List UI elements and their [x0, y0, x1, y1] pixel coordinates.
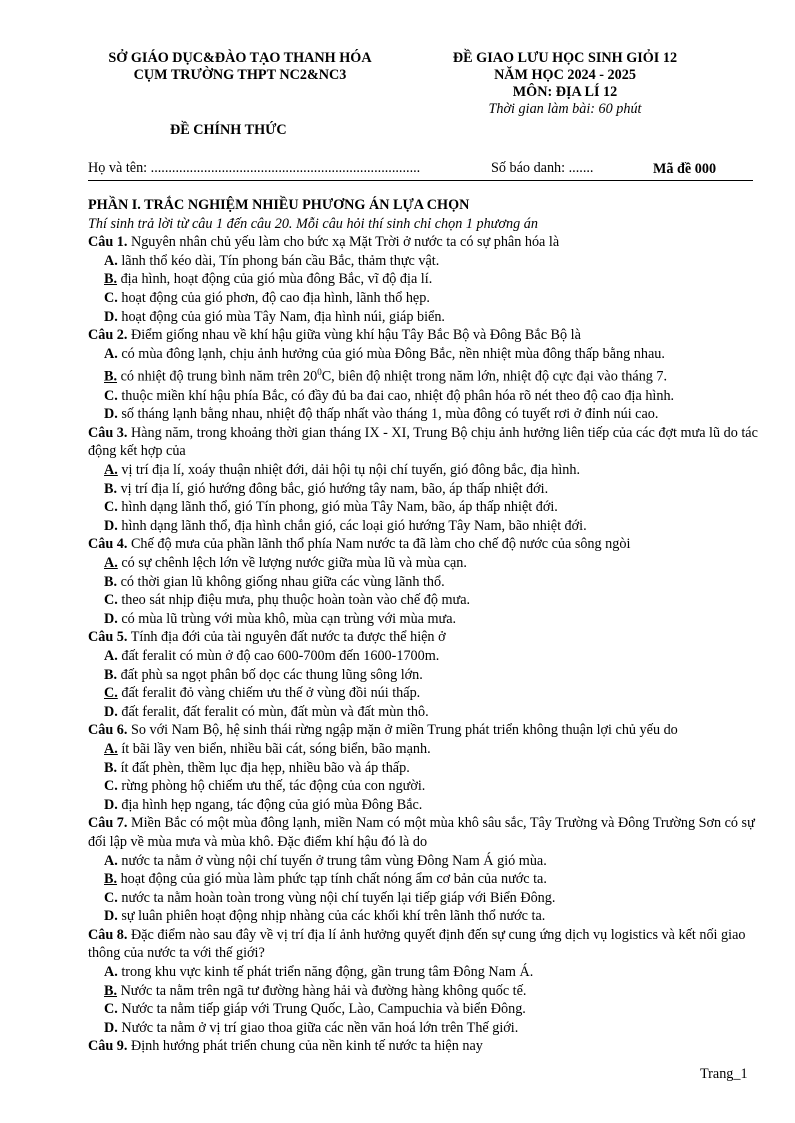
question-7 — [88, 814, 758, 851]
option-4 — [88, 796, 758, 815]
option-letter: D. — [104, 517, 118, 534]
option-3 — [88, 498, 758, 517]
question-3 — [88, 424, 758, 461]
question-number: Câu 1. — [88, 234, 128, 251]
option-3 — [88, 591, 758, 610]
option-3 — [88, 684, 758, 703]
question-text: Tính địa đới của tài nguyên đất nước ta được thể hiện ở — [130, 629, 446, 646]
option-4 — [88, 308, 758, 327]
option-letter: D. — [104, 796, 118, 813]
option-letter: B. — [104, 271, 118, 288]
school-year: NĂM HỌC 2024 - 2025 — [494, 67, 636, 83]
option-1 — [88, 252, 758, 271]
option-letter: C. — [104, 685, 118, 702]
option-text: ít bãi lầy ven biển, nhiều bãi cát, sóng biển, bão mạnh. — [121, 740, 431, 757]
option-text: đất feralit đỏ vàng chiếm ưu thế ở vùng đồi núi thấp. — [121, 685, 421, 702]
option-text: Nước ta nằm trên ngã tư đường hàng hải và đường hàng không quốc tế. — [120, 982, 527, 999]
option-text: số tháng lạnh bằng nhau, nhiệt độ thấp nhất vào tháng 1, mùa đông có tuyết rơi ở đỉnh núi cao. — [121, 406, 659, 423]
school-cluster-name: CỤM TRƯỜNG THPT NC2&NC3 — [133, 67, 347, 83]
option-text: có nhiệt độ trung bình năm trên 20 — [120, 369, 318, 386]
option-text: đất phù sa ngọt phân bố dọc các thung lũng sông lớn. — [120, 666, 423, 683]
option-letter: A. — [104, 964, 118, 981]
question-number: Câu 4. — [88, 536, 128, 553]
question-text: So với Nam Bộ, hệ sinh thái rừng ngập mặn ở miền Trung phát triển không thuận lợi chủ yếu do — [130, 722, 678, 739]
option-text: vị trí địa lí, gió hướng đông bắc, gió hướng tây nam, bão, áp thấp nhiệt đới. — [120, 480, 549, 497]
option-4 — [88, 517, 758, 536]
question-text: Đặc điểm nào sau đây về vị trí địa lí ảnh hưởng quyết định đến sự cung ứng dịch vụ logistics và kết nối giao thông của nước ta với thế giới? — [88, 926, 746, 962]
option-text: có mùa lũ trùng với mùa khô, mùa cạn trùng với mùa mưa. — [121, 610, 457, 627]
option-3 — [88, 777, 758, 796]
option-letter: D. — [104, 308, 118, 325]
option-2 — [88, 870, 758, 889]
option-letter: C. — [104, 387, 118, 404]
question-2 — [88, 326, 758, 345]
option-2 — [88, 759, 758, 778]
student-name-field: Họ và tên: ............................................................................ — [88, 160, 421, 176]
option-letter: A. — [104, 740, 118, 757]
option-letter: D. — [104, 908, 118, 925]
option-letter: C. — [104, 499, 118, 516]
option-letter: C. — [104, 1001, 118, 1018]
option-2 — [88, 666, 758, 685]
option-text: hoạt động của gió phơn, độ cao địa hình, lãnh thổ hẹp. — [121, 289, 430, 306]
issuer-header — [85, 50, 395, 84]
option-letter: D. — [104, 703, 118, 720]
option-letter: D. — [104, 1019, 118, 1036]
option-text: đất feralit có mùn ở độ cao 600-700m đến 1600-1700m. — [121, 647, 440, 664]
question-text: Miền Bắc có một mùa đông lạnh, miền Nam có một mùa khô sâu sắc, Tây Trường và Đông Trường Sơn có sự đối lập về mùa mưa và mùa khô. Đặc điểm khí hậu đó là do — [88, 815, 755, 850]
option-2 — [88, 363, 758, 386]
question-text: Định hướng phát triển chung của nền kinh tế nước ta hiện nay — [130, 1038, 483, 1055]
option-letter: C. — [104, 289, 118, 306]
option-letter: D. — [104, 406, 118, 423]
candidate-number-field: Số báo danh: ....... — [491, 160, 594, 176]
option-3 — [88, 289, 758, 308]
question-list — [88, 233, 758, 1056]
exam-code: Mã đề 000 — [653, 161, 717, 177]
exam-header — [420, 50, 710, 118]
degree-superscript: 0 — [317, 367, 322, 378]
option-4 — [88, 610, 758, 629]
option-1 — [88, 461, 758, 480]
question-number: Câu 5. — [88, 629, 128, 646]
option-letter: A. — [104, 252, 118, 269]
question-5 — [88, 628, 758, 647]
option-text: hoạt động của gió mùa Tây Nam, địa hình núi, giáp biển. — [121, 308, 445, 325]
option-letter: B. — [104, 573, 118, 590]
department-name: SỞ GIÁO DỤC&ĐÀO TẠO THANH HÓA — [108, 50, 372, 66]
option-text: địa hình, hoạt động của gió mùa đông Bắc, vĩ độ địa lí. — [120, 271, 433, 288]
option-letter: B. — [104, 871, 118, 888]
option-3 — [88, 889, 758, 908]
option-letter: A. — [104, 462, 118, 479]
option-1 — [88, 852, 758, 871]
option-text: theo sát nhịp điệu mưa, phụ thuộc hoàn toàn vào chế độ mưa. — [121, 592, 471, 609]
question-4 — [88, 535, 758, 554]
question-number: Câu 6. — [88, 722, 128, 739]
option-text: lãnh thổ kéo dài, Tín phong bán cầu Bắc, thảm thực vật. — [121, 252, 440, 269]
option-text: Nước ta nằm tiếp giáp với Trung Quốc, Lào, Campuchia và biển Đông. — [121, 1001, 526, 1018]
option-1 — [88, 647, 758, 666]
question-text: Nguyên nhân chủ yếu làm cho bức xạ Mặt Trời ở nước ta có sự phân hóa là — [130, 234, 560, 251]
option-text: ít đất phèn, thềm lục địa hẹp, nhiều bão và áp thấp. — [120, 759, 410, 776]
option-letter: C. — [104, 889, 118, 906]
question-number: Câu 9. — [88, 1038, 128, 1055]
option-text: có sự chênh lệch lớn về lượng nước giữa mùa lũ và mùa cạn. — [121, 555, 467, 572]
option-1 — [88, 740, 758, 759]
question-text: Điểm giống nhau về khí hậu giữa vùng khí hậu Tây Bắc Bộ và Đông Bắc Bộ là — [130, 327, 581, 344]
option-text: trong khu vực kinh tế phát triển năng động, gần trung tâm Đông Nam Á. — [121, 964, 534, 981]
option-letter: A. — [104, 345, 118, 362]
option-text: có thời gian lũ không giống nhau giữa các vùng lãnh thổ. — [120, 573, 445, 590]
option-letter: C. — [104, 778, 118, 795]
option-2 — [88, 270, 758, 289]
exam-content — [88, 196, 758, 1056]
option-2 — [88, 480, 758, 499]
subject: MÔN: ĐỊA LÍ 12 — [512, 84, 618, 100]
option-2 — [88, 573, 758, 592]
option-text: thuộc miền khí hậu phía Bắc, có đầy đủ ba đai cao, nhiệt độ phân hóa rõ nét theo độ cao địa hình. — [121, 387, 675, 404]
option-4 — [88, 907, 758, 926]
option-letter: D. — [104, 610, 118, 627]
exam-title: ĐỀ GIAO LƯU HỌC SINH GIỎI 12 — [452, 50, 678, 66]
question-8 — [88, 926, 758, 963]
student-info-line — [88, 158, 753, 181]
question-text: Hàng năm, trong khoảng thời gian tháng IX - XI, Trung Bộ chịu ảnh hưởng liên tiếp của các đợt mưa lũ do tác động kết hợp của — [88, 424, 758, 460]
option-text: vị trí địa lí, xoáy thuận nhiệt đới, dải hội tụ nội chí tuyến, gió đông bắc, địa hình. — [121, 462, 581, 479]
section-title: PHẦN I. TRẮC NGHIỆM NHIỀU PHƯƠNG ÁN LỰA CHỌN — [88, 197, 470, 213]
option-letter: B. — [104, 480, 118, 497]
option-1 — [88, 963, 758, 982]
option-4 — [88, 405, 758, 424]
option-4 — [88, 1019, 758, 1038]
option-letter: B. — [104, 759, 118, 776]
option-letter: C. — [104, 592, 118, 609]
option-1 — [88, 554, 758, 573]
option-3 — [88, 387, 758, 406]
option-text: địa hình hẹp ngang, tác động của gió mùa Đông Bắc. — [121, 796, 423, 813]
option-text: Nước ta nằm ở vị trí giao thoa giữa các nền văn hoá lớn trên Thế giới. — [121, 1019, 519, 1036]
option-text: nước ta nằm ở vùng nội chí tuyến ở trung tâm vùng Đông Nam Á gió mùa. — [121, 852, 547, 869]
time-limit: Thời gian làm bài: 60 phút — [488, 101, 642, 117]
option-text: hình dạng lãnh thổ, địa hình chắn gió, các loại gió hướng Tây Nam, bão nhiệt đới. — [121, 517, 587, 534]
option-text: có mùa đông lạnh, chịu ảnh hưởng của gió mùa Đông Bắc, nền nhiệt mùa đông thấp bằng nhau. — [121, 345, 665, 362]
option-letter: A. — [104, 852, 118, 869]
option-text: nước ta nằm hoàn toàn trong vùng nội chí tuyến lại tiếp giáp với Biển Đông. — [121, 889, 556, 906]
question-6 — [88, 721, 758, 740]
option-letter: B. — [104, 666, 118, 683]
option-1 — [88, 345, 758, 364]
question-number: Câu 3. — [88, 424, 128, 441]
section-instruction: Thí sinh trả lời từ câu 1 đến câu 20. Mỗi câu hỏi thí sinh chỉ chọn 1 phương án — [88, 215, 538, 232]
question-number: Câu 2. — [88, 327, 128, 344]
option-2 — [88, 982, 758, 1001]
option-letter: A. — [104, 647, 118, 664]
option-text: đất feralit, đất feralit có mùn, đất mùn và đất mùn thô. — [121, 703, 429, 720]
option-text: hình dạng lãnh thổ, gió Tín phong, gió mùa Tây Nam, bão, áp thấp nhiệt đới. — [121, 499, 558, 516]
option-text: hoạt động của gió mùa làm phức tạp tính chất nóng ẩm cơ bản của nước ta. — [120, 871, 547, 888]
official-label: ĐỀ CHÍNH THỨC — [170, 122, 287, 138]
option-text-cont: C, biên độ nhiệt trong năm lớn, nhiệt độ cực đại vào tháng 7. — [321, 369, 668, 386]
question-1 — [88, 233, 758, 252]
page-number: Trang_1 — [700, 1066, 748, 1082]
question-number: Câu 7. — [88, 815, 128, 832]
option-3 — [88, 1000, 758, 1019]
option-text: rừng phòng hộ chiếm ưu thế, tác động của con người. — [121, 778, 426, 795]
option-letter: B. — [104, 369, 118, 386]
option-text: sự luân phiên hoạt động nhịp nhàng của các khối khí trên lãnh thổ nước ta. — [121, 908, 546, 925]
option-4 — [88, 703, 758, 722]
question-number: Câu 8. — [88, 926, 128, 943]
question-9 — [88, 1037, 758, 1056]
option-letter: B. — [104, 982, 118, 999]
question-text: Chế độ mưa của phần lãnh thổ phía Nam nước ta đã làm cho chế độ nước của sông ngòi — [130, 536, 631, 553]
option-letter: A. — [104, 555, 118, 572]
